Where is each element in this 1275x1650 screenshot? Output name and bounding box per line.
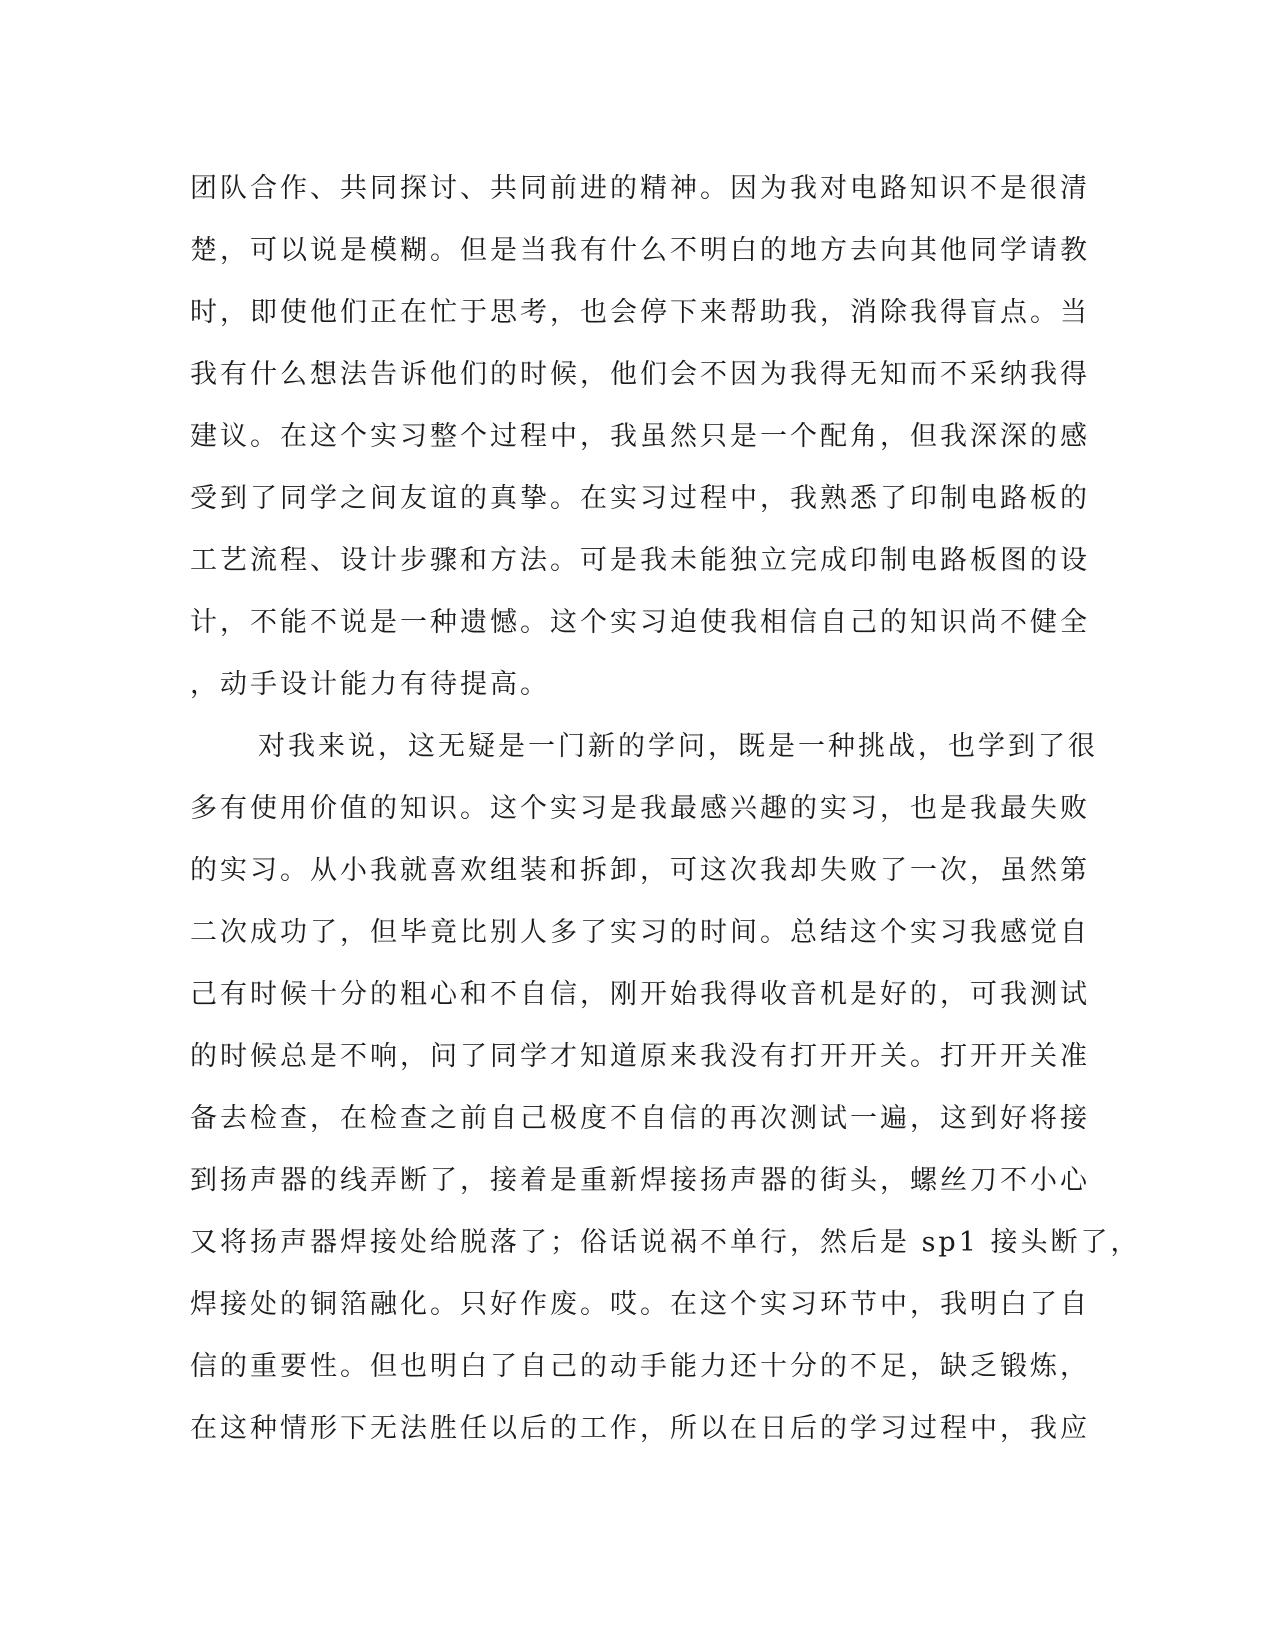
text-line: 受到了同学之间友谊的真挚。在实习过程中，我熟悉了印制电路板的 xyxy=(190,483,1090,514)
text-line: 楚，可以说是模糊。但是当我有什么不明白的地方去向其他同学请教 xyxy=(190,235,1090,266)
text-line: 团队合作、共同探讨、共同前进的精神。因为我对电路知识不是很清 xyxy=(190,173,1090,204)
text-line: 信的重要性。但也明白了自己的动手能力还十分的不足，缺乏锻炼， xyxy=(190,1351,1090,1382)
text-line: 己有时候十分的粗心和不自信，刚开始我得收音机是好的，可我测试 xyxy=(190,979,1090,1010)
text-line: 在这种情形下无法胜任以后的工作，所以在日后的学习过程中，我应 xyxy=(190,1413,1090,1444)
text-line: 二次成功了，但毕竟比别人多了实习的时间。总结这个实习我感觉自 xyxy=(190,917,1090,948)
text-line: 到扬声器的线弄断了，接着是重新焊接扬声器的街头，螺丝刀不小心 xyxy=(190,1165,1090,1196)
text-line: 又将扬声器焊接处给脱落了；俗话说祸不单行，然后是 sp1 接头断了， xyxy=(190,1227,1141,1258)
text-line: 计，不能不说是一种遗憾。这个实习迫使我相信自己的知识尚不健全 xyxy=(190,607,1090,638)
text-line: 时，即使他们正在忙于思考，也会停下来帮助我，消除我得盲点。当 xyxy=(190,297,1090,328)
text-line: 备去检查，在检查之前自己极度不自信的再次测试一遍，这到好将接 xyxy=(190,1103,1090,1134)
text-line: 多有使用价值的知识。这个实习是我最感兴趣的实习，也是我最失败 xyxy=(190,793,1090,824)
text-line: 的时候总是不响，问了同学才知道原来我没有打开开关。打开开关准 xyxy=(190,1041,1090,1072)
text-line: 工艺流程、设计步骤和方法。可是我未能独立完成印制电路板图的设 xyxy=(190,545,1090,576)
text-line-first: 对我来说，这无疑是一门新的学问，既是一种挑战，也学到了很 xyxy=(258,731,1098,762)
text-line: 焊接处的铜箔融化。只好作废。哎。在这个实习环节中，我明白了自 xyxy=(190,1289,1090,1320)
text-line: 建议。在这个实习整个过程中，我虽然只是一个配角，但我深深的感 xyxy=(190,421,1090,452)
paragraph-1 xyxy=(190,158,1090,716)
body-text xyxy=(190,158,1141,1460)
paragraph-2 xyxy=(190,716,1141,1460)
text-line: 的实习。从小我就喜欢组装和拆卸，可这次我却失败了一次，虽然第 xyxy=(190,855,1090,886)
text-line: 我有什么想法告诉他们的时候，他们会不因为我得无知而不采纳我得 xyxy=(190,359,1090,390)
text-line: ，动手设计能力有待提高。 xyxy=(190,669,550,700)
